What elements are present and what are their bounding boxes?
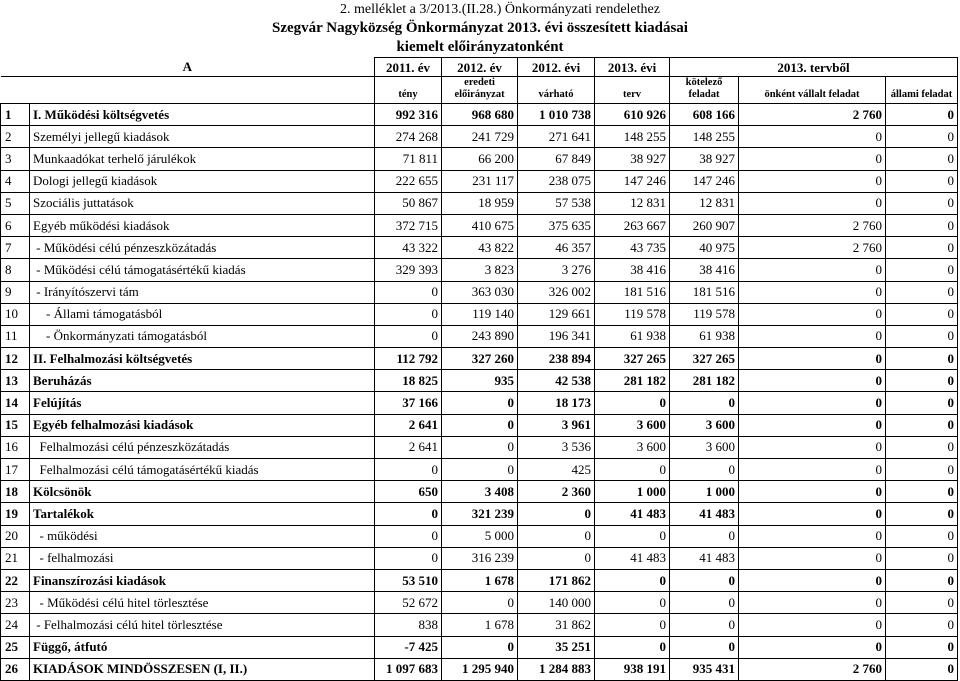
row-value: 0: [670, 592, 739, 614]
row-number: 15: [1, 414, 30, 436]
row-value: 71 811: [375, 148, 442, 170]
table-row: [1, 636, 958, 658]
row-value: 0: [886, 325, 958, 347]
row-value: 372 715: [375, 214, 442, 236]
row-value: 0: [595, 525, 670, 547]
row-number: 20: [1, 525, 30, 547]
header-varhato: várható: [518, 77, 595, 104]
row-value: 0: [739, 414, 886, 436]
row-value: 46 357: [518, 237, 595, 259]
row-value: 0: [886, 104, 958, 126]
document-subtitle: kiemelt előirányzatonként: [396, 39, 564, 55]
table-row: [1, 148, 958, 170]
table-row: [1, 192, 958, 214]
row-value: 0: [886, 414, 958, 436]
row-value: 18 959: [442, 192, 518, 214]
row-label: Kölcsönök: [30, 481, 375, 503]
row-value: 0: [886, 459, 958, 481]
document-title: Szegvár Nagyközség Önkormányzat 2013. évi összesített kiadásai: [272, 20, 688, 36]
row-value: 1 010 738: [518, 104, 595, 126]
table-header-row-1: [1, 58, 958, 77]
row-number: 7: [1, 237, 30, 259]
row-value: 968 680: [442, 104, 518, 126]
header-empty: [1, 77, 375, 104]
row-value: 3 600: [670, 436, 739, 458]
row-value: 0: [375, 281, 442, 303]
row-value: 263 667: [595, 214, 670, 236]
row-number: 4: [1, 170, 30, 192]
row-value: 181 516: [595, 281, 670, 303]
row-value: 271 641: [518, 126, 595, 148]
row-value: 410 675: [442, 214, 518, 236]
row-label: - Irányítószervi tám: [30, 281, 375, 303]
row-value: 52 672: [375, 592, 442, 614]
row-value: 0: [739, 503, 886, 525]
row-label: Egyéb felhalmozási kiadások: [30, 414, 375, 436]
row-label: - felhalmozási: [30, 547, 375, 569]
header-2011: 2011. év: [375, 58, 442, 77]
row-value: 181 516: [670, 281, 739, 303]
table-row: [1, 569, 958, 591]
row-value: 41 483: [595, 547, 670, 569]
row-value: 0: [518, 525, 595, 547]
row-value: 0: [739, 392, 886, 414]
row-value: 0: [670, 614, 739, 636]
row-value: 0: [886, 569, 958, 591]
row-value: 935 431: [670, 658, 739, 680]
row-label: Tartalékok: [30, 503, 375, 525]
row-value: 0: [886, 170, 958, 192]
row-label: Beruházás: [30, 370, 375, 392]
row-value: 35 251: [518, 636, 595, 658]
row-value: 1 000: [670, 481, 739, 503]
table-header-row-2: [1, 77, 958, 104]
row-value: 0: [886, 592, 958, 614]
row-value: 363 030: [442, 281, 518, 303]
row-value: 0: [886, 303, 958, 325]
row-number: 14: [1, 392, 30, 414]
header-teny: tény: [375, 77, 442, 104]
row-value: 1 000: [595, 481, 670, 503]
row-value: 0: [886, 126, 958, 148]
row-number: 10: [1, 303, 30, 325]
table-row: [1, 104, 958, 126]
row-value: 0: [739, 126, 886, 148]
table-row: [1, 459, 958, 481]
row-value: 0: [886, 436, 958, 458]
row-value: 2 760: [739, 237, 886, 259]
table-row: [1, 370, 958, 392]
row-label: - Működési célú támogatásértékű kiadás: [30, 259, 375, 281]
row-value: 0: [886, 614, 958, 636]
table-row: [1, 414, 958, 436]
table-row: [1, 281, 958, 303]
row-value: 119 140: [442, 303, 518, 325]
row-number: 18: [1, 481, 30, 503]
row-value: 67 849: [518, 148, 595, 170]
row-value: 0: [739, 281, 886, 303]
row-value: 41 483: [670, 503, 739, 525]
row-number: 19: [1, 503, 30, 525]
row-value: 2 641: [375, 436, 442, 458]
row-value: 0: [595, 614, 670, 636]
row-number: 13: [1, 370, 30, 392]
row-value: 238 894: [518, 348, 595, 370]
row-number: 21: [1, 547, 30, 569]
header-eredeti: eredeti előirányzat: [442, 77, 518, 104]
row-value: 0: [739, 436, 886, 458]
row-value: 0: [739, 370, 886, 392]
row-value: 41 483: [595, 503, 670, 525]
row-value: 43 735: [595, 237, 670, 259]
row-value: 0: [595, 459, 670, 481]
row-value: 3 600: [595, 414, 670, 436]
row-number: 23: [1, 592, 30, 614]
row-value: 40 975: [670, 237, 739, 259]
row-value: 0: [375, 503, 442, 525]
row-value: 0: [739, 348, 886, 370]
row-number: 9: [1, 281, 30, 303]
row-number: 11: [1, 325, 30, 347]
row-value: 12 831: [670, 192, 739, 214]
row-value: 38 416: [595, 259, 670, 281]
row-label: Finanszírozási kiadások: [30, 569, 375, 591]
table-row: [1, 126, 958, 148]
row-value: 147 246: [595, 170, 670, 192]
row-label: Függő, átfutó: [30, 636, 375, 658]
row-value: 0: [739, 636, 886, 658]
row-number: 26: [1, 658, 30, 680]
table-row: [1, 658, 958, 680]
row-value: 3 823: [442, 259, 518, 281]
row-value: 425: [518, 459, 595, 481]
row-label: Felhalmozási célú pénzeszközátadás: [30, 436, 375, 458]
row-number: 24: [1, 614, 30, 636]
row-value: 0: [670, 459, 739, 481]
row-value: 0: [886, 392, 958, 414]
row-value: 0: [739, 459, 886, 481]
row-value: 0: [886, 370, 958, 392]
row-value: 375 635: [518, 214, 595, 236]
row-label: KIADÁSOK MINDÖSSZESEN (I, II.): [30, 658, 375, 680]
row-value: 274 268: [375, 126, 442, 148]
row-value: 327 265: [670, 348, 739, 370]
row-value: 38 927: [595, 148, 670, 170]
row-value: 3 600: [595, 436, 670, 458]
row-label: Dologi jellegű kiadások: [30, 170, 375, 192]
table-row: [1, 214, 958, 236]
row-value: 3 536: [518, 436, 595, 458]
row-value: 38 416: [670, 259, 739, 281]
row-label: II. Felhalmozási költségvetés: [30, 348, 375, 370]
row-value: 2 360: [518, 481, 595, 503]
row-label: I. Működési költségvetés: [30, 104, 375, 126]
table-row: [1, 614, 958, 636]
row-value: 0: [595, 569, 670, 591]
row-label: - Állami támogatásból: [30, 303, 375, 325]
row-value: 3 600: [670, 414, 739, 436]
row-value: 43 322: [375, 237, 442, 259]
row-value: 0: [739, 525, 886, 547]
row-number: 1: [1, 104, 30, 126]
header-col-a: A: [1, 58, 375, 77]
row-value: 119 578: [595, 303, 670, 325]
row-value: 0: [595, 636, 670, 658]
row-label: - Működési célú pénzeszközátadás: [30, 237, 375, 259]
row-value: 0: [886, 281, 958, 303]
row-value: 938 191: [595, 658, 670, 680]
row-value: 610 926: [595, 104, 670, 126]
row-value: -7 425: [375, 636, 442, 658]
row-value: 148 255: [595, 126, 670, 148]
row-value: 0: [739, 547, 886, 569]
row-value: 196 341: [518, 325, 595, 347]
row-value: 650: [375, 481, 442, 503]
row-value: 838: [375, 614, 442, 636]
row-value: 0: [739, 170, 886, 192]
row-value: 12 831: [595, 192, 670, 214]
row-value: 2 760: [739, 658, 886, 680]
row-value: 1 295 940: [442, 658, 518, 680]
row-value: 0: [886, 481, 958, 503]
row-value: 0: [670, 636, 739, 658]
row-number: 6: [1, 214, 30, 236]
table-row: [1, 259, 958, 281]
row-label: - Működési célú hitel törlesztése: [30, 592, 375, 614]
row-value: 260 907: [670, 214, 739, 236]
row-value: 147 246: [670, 170, 739, 192]
row-value: 66 200: [442, 148, 518, 170]
row-number: 8: [1, 259, 30, 281]
row-value: 0: [739, 148, 886, 170]
row-value: 0: [886, 525, 958, 547]
expenditure-table: [0, 57, 958, 681]
row-value: 326 002: [518, 281, 595, 303]
row-value: 0: [670, 569, 739, 591]
row-value: 321 239: [442, 503, 518, 525]
table-row: [1, 481, 958, 503]
table-row: [1, 325, 958, 347]
row-value: 0: [886, 192, 958, 214]
row-value: 0: [739, 592, 886, 614]
header-2013-tervbol: 2013. tervből: [670, 58, 958, 77]
row-value: 61 938: [595, 325, 670, 347]
row-value: 0: [595, 392, 670, 414]
row-value: 41 483: [670, 547, 739, 569]
row-value: 38 927: [670, 148, 739, 170]
table-row: [1, 237, 958, 259]
row-label: Egyéb működési kiadások: [30, 214, 375, 236]
row-value: 327 265: [595, 348, 670, 370]
row-value: 327 260: [442, 348, 518, 370]
row-value: 0: [739, 303, 886, 325]
table-row: [1, 592, 958, 614]
row-value: 1 678: [442, 569, 518, 591]
row-label: - Felhalmozási célú hitel törlesztése: [30, 614, 375, 636]
row-label: Szociális juttatások: [30, 192, 375, 214]
row-value: 0: [886, 348, 958, 370]
row-value: 0: [886, 237, 958, 259]
header-2012: 2012. év: [442, 58, 518, 77]
row-value: 0: [886, 636, 958, 658]
row-number: 16: [1, 436, 30, 458]
table-row: [1, 170, 958, 192]
row-value: 0: [886, 148, 958, 170]
row-value: 42 538: [518, 370, 595, 392]
row-value: 241 729: [442, 126, 518, 148]
row-value: 0: [375, 303, 442, 325]
row-value: 171 862: [518, 569, 595, 591]
row-number: 22: [1, 569, 30, 591]
row-value: 0: [595, 592, 670, 614]
row-value: 0: [442, 459, 518, 481]
row-value: 1 097 683: [375, 658, 442, 680]
row-label: Felhalmozási célú támogatásértékű kiadás: [30, 459, 375, 481]
row-number: 17: [1, 459, 30, 481]
row-value: 119 578: [670, 303, 739, 325]
row-value: 0: [375, 325, 442, 347]
row-value: 0: [375, 547, 442, 569]
table-row: [1, 303, 958, 325]
row-value: 61 938: [670, 325, 739, 347]
row-value: 1 284 883: [518, 658, 595, 680]
row-number: 12: [1, 348, 30, 370]
row-value: 2 641: [375, 414, 442, 436]
row-value: 329 393: [375, 259, 442, 281]
row-value: 0: [739, 569, 886, 591]
row-value: 2 760: [739, 214, 886, 236]
row-value: 43 822: [442, 237, 518, 259]
row-value: 0: [518, 503, 595, 525]
row-value: 18 825: [375, 370, 442, 392]
row-value: 129 661: [518, 303, 595, 325]
row-value: 0: [886, 214, 958, 236]
header-2013-evi: 2013. évi: [595, 58, 670, 77]
header-2012-evi: 2012. évi: [518, 58, 595, 77]
row-value: 0: [886, 259, 958, 281]
row-label: - működési: [30, 525, 375, 547]
row-value: 281 182: [595, 370, 670, 392]
row-value: 243 890: [442, 325, 518, 347]
row-value: 3 961: [518, 414, 595, 436]
table-row: [1, 392, 958, 414]
row-value: 53 510: [375, 569, 442, 591]
row-value: 0: [442, 636, 518, 658]
row-value: 0: [739, 325, 886, 347]
row-value: 3 276: [518, 259, 595, 281]
row-value: 5 000: [442, 525, 518, 547]
row-value: 992 316: [375, 104, 442, 126]
row-value: 0: [442, 436, 518, 458]
row-value: 2 760: [739, 104, 886, 126]
header-terv: terv: [595, 77, 670, 104]
row-value: 1 678: [442, 614, 518, 636]
row-value: 0: [739, 481, 886, 503]
row-value: 222 655: [375, 170, 442, 192]
row-value: 148 255: [670, 126, 739, 148]
row-value: 0: [375, 525, 442, 547]
row-value: 281 182: [670, 370, 739, 392]
row-value: 0: [739, 614, 886, 636]
row-value: 316 239: [442, 547, 518, 569]
table-row: [1, 348, 958, 370]
row-value: 0: [375, 459, 442, 481]
row-number: 3: [1, 148, 30, 170]
row-value: 608 166: [670, 104, 739, 126]
row-value: 0: [670, 392, 739, 414]
row-value: 37 166: [375, 392, 442, 414]
row-number: 5: [1, 192, 30, 214]
row-value: 0: [442, 392, 518, 414]
row-value: 18 173: [518, 392, 595, 414]
row-value: 31 862: [518, 614, 595, 636]
row-number: 25: [1, 636, 30, 658]
row-value: 238 075: [518, 170, 595, 192]
row-value: 0: [886, 658, 958, 680]
table-body: [1, 104, 958, 681]
row-number: 2: [1, 126, 30, 148]
row-value: 0: [739, 259, 886, 281]
row-value: 112 792: [375, 348, 442, 370]
row-value: 0: [670, 525, 739, 547]
row-value: 0: [518, 547, 595, 569]
row-label: Személyi jellegű kiadások: [30, 126, 375, 148]
header-kotelezo: kötelező feladat: [670, 77, 739, 104]
row-label: Munkaadókat terhelő járulékok: [30, 148, 375, 170]
table-row: [1, 436, 958, 458]
header-allami: állami feladat: [886, 77, 958, 104]
row-value: 50 867: [375, 192, 442, 214]
row-value: 0: [886, 547, 958, 569]
table-row: [1, 525, 958, 547]
row-value: 935: [442, 370, 518, 392]
row-value: 0: [886, 503, 958, 525]
table-row: [1, 503, 958, 525]
row-label: - Önkormányzati támogatásból: [30, 325, 375, 347]
header-onkent: önként vállalt feladat: [739, 77, 886, 104]
row-label: Felújítás: [30, 392, 375, 414]
row-value: 0: [739, 192, 886, 214]
row-value: 231 117: [442, 170, 518, 192]
table-row: [1, 547, 958, 569]
row-value: 3 408: [442, 481, 518, 503]
row-value: 0: [442, 414, 518, 436]
row-value: 57 538: [518, 192, 595, 214]
row-value: 140 000: [518, 592, 595, 614]
decree-annex-line: 2. melléklet a 3/2013.(II.28.) Önkormányzati rendelethez: [340, 2, 660, 17]
row-value: 0: [442, 592, 518, 614]
